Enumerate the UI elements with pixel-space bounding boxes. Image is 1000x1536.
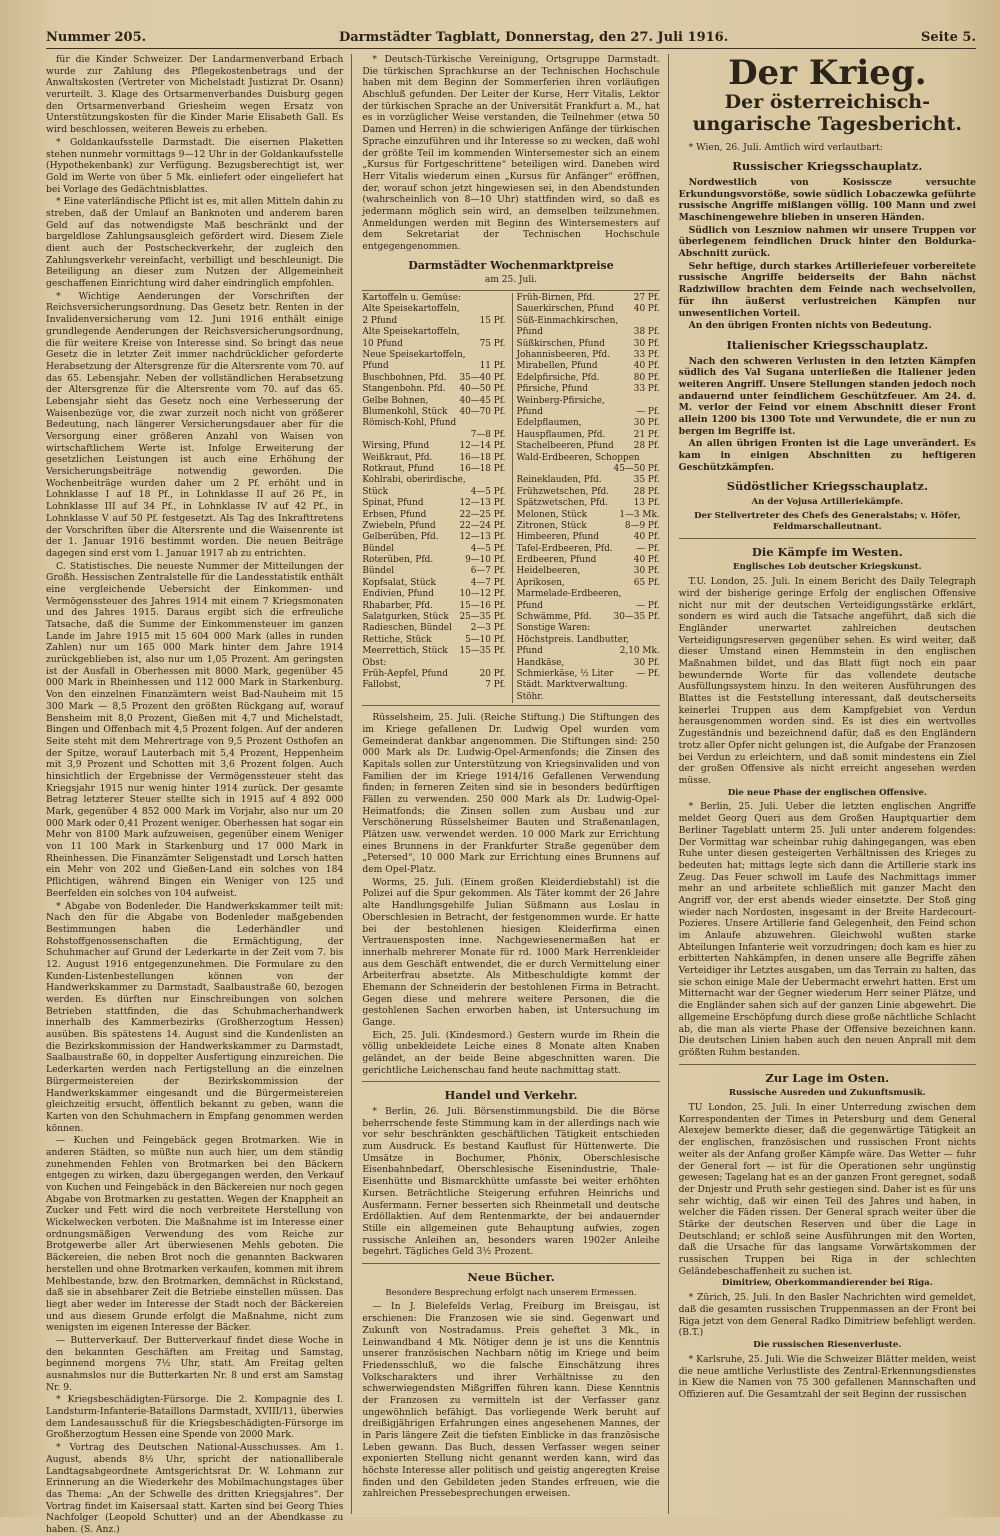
market-item: Zitronen, Stück — [516, 520, 587, 531]
market-price: 16—18 Pf. — [459, 463, 506, 474]
market-row — [362, 304, 505, 315]
market-item: Rotkraut, Pfund — [362, 463, 435, 474]
market-item: Kartoffeln u. Gemüse: — [362, 293, 461, 304]
market-item: Pfund — [362, 361, 389, 372]
article-paragraph: Nach den schweren Verlusten in den letzten Kämpfen südlich des Val Sugana unterließen die Italiener jeden weiteren Angriff. Unsere Stellungen standen jedoch noch andauernd unter feindlichem Geschützfeuer. Am 24. d. M. verlor der Feind vor einem Abschnitt dieser Front allein 1200 bis 1300 Tote und Verwundete, die er nun zu bergen im Begriffe ist. — [678, 355, 976, 437]
market-item: Tafel-Erdbeeren, Pfd. — [516, 543, 613, 554]
market-price: 65 Pf. — [633, 577, 660, 588]
market-row — [362, 521, 505, 532]
market-row — [517, 487, 660, 498]
section-title-russ: Russischer Kriegsschauplatz. — [732, 159, 923, 174]
market-item: Endivien, Pfund — [362, 589, 434, 600]
market-price: 40—50 Pf. — [459, 384, 506, 395]
market-row — [362, 441, 505, 452]
market-item: Schmierkäse, ½ Liter — [516, 668, 614, 679]
market-row — [362, 612, 505, 623]
market-item: Stachelbeeren, Pfund — [516, 441, 614, 452]
market-price: 12—14 Pf. — [459, 441, 506, 452]
market-price: — Pf. — [636, 406, 660, 417]
market-price: 22—25 Pf. — [459, 509, 506, 520]
market-price: 30—35 Pf. — [613, 612, 660, 623]
market-price: 28 Pf. — [633, 441, 660, 452]
market-row — [362, 316, 505, 327]
market-price: 15—35 Pf. — [459, 646, 506, 657]
market-price: 40—70 Pf. — [459, 406, 506, 417]
section-title-westen: Die Kämpfe im Westen. — [751, 544, 903, 559]
section-title-ital: Italienischer Kriegsschauplatz. — [726, 337, 929, 352]
article-paragraph: * Kriegsbeschädigten-Fürsorge. Die 2. Kompagnie des I. Landsturm-Infanterie-Bataillons Darmstadt, XVIII/11, überwies dem Landesausschuß für die Kriegsbeschädigten-Fürsorge im Großherzogtum Hessen eine Spende von 2000 Mark. — [46, 1394, 344, 1441]
market-row — [517, 464, 660, 475]
market-item: Spätzwetschen, Pfd. — [516, 498, 608, 509]
column-2 — [362, 54, 668, 1514]
section-subtitle: Die russischen Riesenverluste. — [753, 1340, 902, 1351]
headline: Der Krieg. — [728, 53, 927, 93]
market-item: Blumenkohl, Stück — [362, 406, 448, 417]
market-price: 40 Pf. — [633, 532, 660, 543]
market-price: 12—13 Pf. — [459, 532, 506, 543]
market-price: 45—50 Pf. — [613, 463, 660, 474]
market-item: Reineklauden, Pfd. — [516, 475, 602, 486]
market-row — [362, 384, 505, 395]
market-item: Schwämme, Pfd. — [516, 612, 592, 623]
article-paragraph: An den übrigen Fronten nichts von Bedeutung. — [688, 320, 932, 332]
market-row — [362, 498, 505, 509]
market-item: Rhabarber, Pfd. — [362, 600, 433, 611]
market-date: am 25. Juli. — [485, 274, 537, 285]
market-row — [517, 612, 660, 623]
section-title-handel: Handel und Verkehr. — [444, 1088, 578, 1103]
market-price: 25—35 Pf. — [459, 612, 506, 623]
market-row — [517, 430, 660, 441]
market-item: Heidelbeeren, — [516, 566, 581, 577]
article-paragraph: * Abgabe von Bodenleder. Die Handwerkskammer teilt mit: Nach den für die Abgabe von Bodenleder maßgebenden Bestimmungen haben die Lederhändler und Rohstoffgenossenschaften die Ermächtigung, der Schuhmacher auf Grund der Lederkarte in der Zeit vom 7. bis 12. August 1916 entgegenzunehmen. Die Formulare zu den Kunden-Listenbestellungen können von der Handwerkskammer zu Darmstadt, Saalbaustraße 60, bezogen werden. Es dürften nur Einschreibungen von solchen Betrieben stattfinden, die das Schuhmacherhandwerk innerhalb des Kammerbezirks (Großherzogtum Hessen) ausüben. Bis spätestens 14. August sind die Kundenlisten an die Bezirkskommission der Handwerkskammer zu Darmstadt, Saalbaustraße 60, in doppelter Ausfertigung einzureichen. Die Lederkarten werden nach Fertigstellung an die einzelnen Bürgermeistereien der Bezirkskommission der Handwerkskammer eingesandt und die Bürgermeistereien gleichzeitig ersucht, öffentlich bekannt zu geben, wann die Karten von den Schuhmachern in Empfang genommen werden können. — [46, 900, 344, 1134]
market-item: Meerrettich, Stück — [362, 646, 448, 657]
market-price: 10—12 Pf. — [459, 589, 506, 600]
market-price: 35—40 Pf. — [459, 372, 506, 383]
market-price: 15 Pf. — [479, 315, 506, 326]
market-row — [362, 635, 505, 646]
market-price: 20 Pf. — [479, 668, 506, 679]
article-paragraph: * Goldankaufsstelle Darmstadt. Die eisernen Plaketten stehen nunmehr vormittags 9—12 Uhr in der Goldankaufsstelle (Hypothekenbank) zur Verfügung. Bezugsberechtigt ist, wer Gold im Werte von über 5 Mk. einliefert oder eingeliefert hat bei Vorlage des Gedächtnisblattes. — [46, 136, 344, 195]
market-row — [517, 407, 660, 418]
market-row — [517, 453, 660, 464]
market-row — [517, 293, 660, 304]
market-row — [362, 601, 505, 612]
masthead — [46, 30, 976, 49]
market-row — [362, 658, 505, 669]
newspaper-title: Darmstädter Tagblatt, Donnerstag, den 27. Juli 1916. — [338, 30, 729, 45]
market-row — [362, 646, 505, 657]
market-price: 13 Pf. — [633, 498, 660, 509]
market-price: 1—3 Mk. — [619, 509, 660, 520]
market-item: Pfund — [516, 646, 543, 657]
article-paragraph: * Deutsch-Türkische Vereinigung, Ortsgruppe Darmstadt. Die türkischen Sprachkurse an der Technischen Hochschule haben mit dem Beginn der Sommerferien ihren vorläufigen Abschluß gefunden. Der Leiter der Kurse, Herr Vitalis, Lektor der türkischen Sprache an der Universität Frankfurt a. M., hat es in vorzüglicher Weise verstanden, die Teilnehmer (etwa 50 Damen und Herren) in die schwierigen Anfänge der türkischen Sprache einzuführen und ihr Interesse so zu wecken, daß wohl der größte Teil im kommenden Wintersemester sich an einem „Kursus für Fortgeschrittene“ beteiligen wird. Daneben wird Herr Vitalis wiederum einen „Kursus für Anfänger“ eröffnen, der, worauf schon jetzt hingewiesen sei, in den Abendstunden (wahrscheinlich von 8—10 Uhr) stattfinden wird, so daß es jedermann möglich sein wird, an demselben teilzunehmen. Anmeldungen werden mit Beginn des Wintersemesters auf dem Sekretariat der Technischen Hochschule entgegengenommen. — [362, 54, 660, 252]
market-row — [362, 623, 505, 634]
section-subtitle: Dimitriew, Oberkommandierender bei Riga. — [721, 1278, 933, 1289]
market-item: Marmelade-Erdbeeren, — [516, 589, 622, 600]
market-row — [362, 293, 505, 304]
market-item: Römisch-Kohl, Pfund — [362, 418, 457, 429]
market-price: 21 Pf. — [633, 429, 660, 440]
market-item: Gelbe Bohnen, — [362, 395, 429, 406]
market-price: 30 Pf. — [633, 657, 660, 668]
market-item: Stangenbohn. Pfd. — [362, 384, 446, 395]
article-paragraph: C. Statistisches. Die neueste Nummer der Mitteilungen der Großh. Hessischen Zentralstelle für die Landesstatistik enthält eine vergleichende Uebersicht der Einkommen- und Vermögenssteuer des Jahres 1914 mit einem 7 Kriegsmonaten und des Jahres 1915. Daraus ergibt sich die erfreuliche Tatsache, daß die Summe der Einkommensteuer im ganzen Lande im Jahre 1915 mit 15 604 000 Mark (alles in runden Zahlen) nur um 165 000 Mark hinter dem Jahre 1914 zurückgeblieben ist, also nur um 1,05 Prozent. Am geringsten ist der Ausfall in Oberhessen mit 8000 Mark, gegenüber 45 000 Mark in Rheinhessen und 112 000 Mark in Starkenburg. Von den einzelnen Finanzämtern weist Bad-Nauheim mit 15 300 Mark — 8,5 Prozent den größten Rückgang auf, worauf Bensheim mit 8,0 Prozent, Gießen mit 4,7 und Michelstadt, Bingen und Offenbach mit 4,5 Prozent folgen. Auf der anderen Seite steht mit dem Mehrertrage von 9,5 Prozent Osthofen an der Spitze, worauf Lauterbach mit 5,4 Prozent, Heppenheim mit 3,9 Prozent und Schotten mit 3,6 Prozent folgen. Auch hinsichtlich der Ergebnisse der Vermögenssteuer steht das Kriegsjahr 1915 nur wenig hinter 1914 zurück. Der gesamte Betrag letzterer Steuer stellte sich in 1915 auf 4 892 000 Mark, gegenüber 4 852 000 Mark im Vorjahr, also nur um 20 000 Mark oder 0,41 Prozent weniger. Oberhessen hat sogar ein Mehr von 8100 Mark aufzuweisen, gegenüber einem Weniger von 11 100 Mark in Starkenburg und 17 000 Mark in Rheinhessen. Die Finanzämter Seligenstadt und Lorsch hatten ein Mehr von 202 und Gießen-Land ein solches von 184 Pflichtigen, während Bingen ein Weniger von 125 und Beerfelden ein solches von 104 aufweist. — [46, 560, 344, 899]
market-item: 2 Pfund — [362, 315, 398, 326]
section-title-osten: Zur Lage im Osten. — [765, 1070, 890, 1085]
dateline: * Wien, 26. Juli. Amtlich wird verlautbart: — [688, 141, 883, 153]
market-item: Edelpfirsiche, Pfd. — [516, 372, 600, 383]
market-item: Erbsen, Pfund — [362, 509, 427, 520]
article-paragraph: * Zürich, 25. Juli. In den Basler Nachrichten wird gemeldet, daß die gesamten russischen Truppenmassen an der Front bei Riga jetzt von dem General Radko Dimitriew befehligt werden. (B.T.) — [678, 1292, 976, 1339]
market-item: Stöhr. — [516, 691, 544, 702]
market-row — [362, 373, 505, 384]
market-item: Alte Speisekartoffeln, — [362, 304, 460, 315]
market-row — [517, 373, 660, 384]
article-paragraph: für die Kinder Schweizer. Der Landarmenverband Erbach wurde zur Zahlung des Pflegekostenbetrags und der Anwaltskosten (Vertreter von Michelstadt Justizrat Dr. Osann) verurteilt. 3. Klage des Ortsarmenverbandes Duisburg gegen den Ortsarmenverband Griesheim wegen Ersatz von Unterstützungskosten für die Kinder Marie Elisabeth Gall. Es wird beschlossen, weiteren Beweis zu erheben. — [46, 54, 344, 136]
market-item: Handkäse, — [516, 657, 565, 668]
market-price: 30 Pf. — [633, 418, 660, 429]
market-price: 28 Pf. — [633, 486, 660, 497]
market-price: 6—7 Pf. — [470, 566, 506, 577]
market-price: 4—5 Pf. — [470, 543, 506, 554]
market-row — [362, 453, 505, 464]
article-paragraph: Südlich von Leszniow nahmen wir unsere Truppen vor überlegenem feindlichen Druck hinter den Boldurka-Abschnitt zurück. — [678, 224, 976, 260]
market-row — [517, 566, 660, 577]
market-row — [517, 316, 660, 327]
market-item: Stück — [362, 486, 389, 497]
market-item: Fallobst, — [362, 680, 401, 691]
market-item: Alte Speisekartoffeln, — [362, 327, 460, 338]
market-item: Pfirsiche, Pfund — [516, 384, 588, 395]
market-row — [362, 350, 505, 361]
article-paragraph: * Eine vaterländische Pflicht ist es, mit allen Mitteln dahin zu streben, daß der Umlauf an Banknoten und anderem baren Geld auf das notwendigste Maß beschränkt und der bargeldlose Zahlungsausgleich gefördert wird. Diesem Ziele dient auch der Postscheckverkehr, der zugleich den Zahlungsverkehr vereinfacht, verbilligt und beschleunigt. Die Beteiligung an dieser zum Nutzen der Allgemeinheit geschaffenen Einrichtung wird daher eindringlich empfohlen. — [46, 196, 344, 290]
market-right-column — [512, 293, 660, 703]
section-title-buecher: Neue Bücher. — [467, 1269, 555, 1284]
market-price: 8—9 Pf. — [624, 520, 660, 531]
market-item: Pfund — [516, 327, 543, 338]
market-row — [362, 487, 505, 498]
column-3 — [679, 54, 976, 1514]
market-row — [362, 589, 505, 600]
market-price: 75 Pf. — [479, 338, 506, 349]
market-price: 4—7 Pf. — [470, 577, 506, 588]
market-row — [517, 669, 660, 680]
page-number: Seite 5. — [921, 30, 976, 45]
market-item: Kohlrabi, oberirdische, — [362, 475, 466, 486]
market-row — [362, 510, 505, 521]
market-price: 38 Pf. — [633, 327, 660, 338]
market-price: 5—10 Pf. — [465, 634, 506, 645]
market-price: 33 Pf. — [633, 384, 660, 395]
market-row — [517, 498, 660, 509]
market-row — [517, 304, 660, 315]
market-row — [362, 566, 505, 577]
market-row — [517, 339, 660, 350]
article-paragraph: * Berlin, 26. Juli. Börsenstimmungsbild. Die die Börse beherrschende feste Stimmung kam in der allerdings nach wie vor sehr beschränkten geschäftlichen Tätigkeit entschieden zum Ausdruck. Es bestand Kauflust für Hüttenwerte. Die Umsätze in Bochumer, Phönix, Oberschlesische Eisenbahnbedarf, Oberschlesische Eisenindustrie, Thale-Eisenhütte und Bismarckhütte umfasste bei weiter erhöhten Kursen. Beträchtliche Steigerung erfuhren Heinrichs und Ausfermann. Ferner besserten sich Rheinmetall und deutsche Erdöllaktien. Auf dem Rentenmarkte, der bei andauernder Stille ein allgemeinen gute Behauptung aufwies, zogen russische Anleihen an, besonders waren 1902er Anleihe begehrt. Tägliches Geld 3½ Prozent. — [362, 1106, 660, 1258]
article-paragraph: Worms, 25. Juli. (Einem großen Kleiderdiebstahl) ist die Polizei auf die Spur gekommen. Als Täter kommt der 26 Jahre alte Handlungsgehilfe Julian Süßmann aus Loslau in Oberschlesien in Betracht, der festgenommen wurde. Er hatte bei der bestohlenen hiesigen Kleiderfirma einen Vertrauensposten inne. Nachgewiesenermaßen hat er innerhalb mehrerer Monate für rd. 1000 Mark Herrenkleider aus dem Geschäft entwendet, die er durch Vermittelung einer Arbeiterfrau absetzte. Als Mitbeschuldigte kommt der Ehemann der Schneiderin der bestohlenen Firma in Betracht. Gegen diese und mehrere weitere Personen, die die gestohlenen Sachen erworben haben, ist Untersuchung im Gange. — [362, 876, 660, 1029]
market-row — [362, 430, 505, 441]
article-paragraph: * Berlin, 25. Juli. Ueber die letzten englischen Angriffe meldet Georg Queri aus dem Großen Hauptquartier dem Berliner Tageblatt unterm 25. Juli unter anderem folgendes: Der Vormittag war scheinbar ruhig dahingegangen, was eben Ruhe unter diesen gesteigerten Verhältnissen des Krieges zu bedeuten hat; mittags legte sich dann die Artillerie stark ins Zeug. Das Feuer schwoll im Laufe des Nachmittags immer mehr an und arbeitete schließlich mit ganzer Macht den Angriff vor, der erst abends wieder einsetzte. Der Stoß ging wieder nach Nordosten, insgesamt in der Breite Hardecourt-Pozieres. Unsere Artillerie fand Gelegenheit, den Feind schon im Anlaufe abzuwehren. Gleichwohl wußten starke Abteilungen Infanterie weit vorzudringen; doch kam es hier zu erbitterten Nahkämpfen, in denen unsere alle Begriffe zähen Verteidiger ihr Letztes ausgaben, um das Terrain zu halten, das sie schon einige Male der Uebermacht erwehrt hatten. Erst um Mitternacht war der Gegner wiederum Herr seiner Plätze, und die Engländer sahen sich auf der ganzen Linie abgewehrt. Die allgemeine Erschöpfung durch diese große nächtliche Schlacht ab, die man als vierte Phase der Offensive bezeichnen kann. Die deutschen Linien haben auch den neuen Anprall mit dem größten Ruhm bestanden. — [678, 801, 976, 1058]
market-item: Sonstige Waren: — [516, 623, 591, 634]
article-paragraph: * Wichtige Aenderungen der Vorschriften der Reichsversicherungsordnung. Das Gesetz betr. Renten in der Invalidenversicherung vom 12. Juni 1916 enthält einige grundlegende Aenderungen der Reichsversicherungsordnung, die für weitere Kreise von Interesse sind. So bringt das neue Gesetz die in letzter Zeit immer nachdrücklicher geforderte Herabsetzung der Altersgrenze für die Altersrente vom 70. auf das 65. Lebensjahr. Neben der vollständlichen Herabsetzung der Altersgrenze für die Altersrente vom 70. auf das 65. Lebensjahr sieht das Gesetz noch eine Verbesserung der Waisenbezüge vor, die zwar zurzeit noch nicht von größerer Bedeutung, nach längerer Versicherungsdauer aber für die Versorgung einer größeren Anzahl von Waisen von wirtschaftlichem Werte ist. Infolge Erweiterung der gesetzlichen Leistungen ist auch eine Erhöhung der Versicherungsbeiträge notwendig geworden. Die Wochenbeiträge wurden daher um 2 Pf. erhöht und in Lohnklasse I auf 18 Pf., in Lohnklasse II auf 26 Pf., in Lohnklasse III auf 34 Pf., in Lohnklasse IV auf 42 Pf., in Lohnklasse V auf 50 Pf. festgesetzt. Als Tag des Inkrafttretens der Vorschriften über die Altersrente und die Waisenrente ist der 1. Januar 1916 bestimmt worden. Die neuen Beiträge dagegen sind erst vom 1. Januar 1917 ab zu entrichten. — [46, 290, 344, 559]
market-row — [517, 692, 660, 703]
market-row — [517, 510, 660, 521]
article-paragraph: T.U. London, 25. Juli. In einem Bericht des Daily Telegraph wird der bisherige geringe Erfolg der englischen Offensive nicht nur mit der deutschen Verteidigungsstärke erklärt, sondern es wird auch die Tatsache angeführt, daß sich die Engländer unerwartet zahlreichen deutschen Verteidigungsreserven gegenüber sehen. Es wird weiter, daß dieser Umstand einen Hemmstein in den englischen Maßnahmen bildet, und das Blatt fügt noch ein paar bewundernde Worte für das vollendete deutsche Ausfüllungssystem hinzu. In den weiteren Ausführungen des Blattes ist die Feststellung interessant, daß deutscherseits keinerlei Truppen aus dem Kampfgebiet von Verdun herausgenommen worden sind. Es ist dies ein wertvolles Zugeständnis und bezeichnend dafür, daß es den Engländern trotz aller Opfer nicht gelungen ist, die Aufgabe der Franzosen bei Verdun zu erleichtern, und daß somit mindestens ein Ziel der großen Offensive als nicht erreicht angesehen werden müsse. — [678, 576, 976, 786]
market-item: Gelberüben, Pfd. — [362, 532, 439, 543]
market-item: 10 Pfund — [362, 338, 403, 349]
market-row — [362, 680, 505, 691]
article-paragraph: * Karlsruhe, 25. Juli. Wie die Schweizer Blätter melden, weist die neue amtliche Verlustliste des Zentral-Erkennungsdienstes in Kiew die Namen von 75 300 gefallenen Mannschaften und Offizieren auf. Die Gesamtzahl der seit Beginn der russischen — [678, 1353, 976, 1401]
market-item: Spinat, Pfund — [362, 498, 424, 509]
article-paragraph: Nordwestlich von Kosisscze versuchte Erkundungsvorstöße, sowie südlich Lobaczewka geführte russische Angriffe mißlangen völlig. 100 Mann und zwei Maschinengewehre blieben in unseren Händen. — [678, 176, 976, 224]
market-table — [362, 290, 659, 706]
market-price: — Pf. — [636, 600, 660, 611]
market-row — [517, 532, 660, 543]
market-item: Aprikosen, — [516, 577, 565, 588]
divider — [362, 1263, 659, 1264]
market-price: 7 Pf. — [485, 680, 506, 691]
market-row — [517, 327, 660, 338]
market-item: Weißkraut, Pfd. — [362, 452, 433, 463]
section-subtitle: Russische Ausreden und Zukunftsmusik. — [728, 1088, 926, 1099]
section-subtitle: Die neue Phase der englischen Offensive. — [727, 787, 927, 798]
market-item: Zwiebeln, Pfund — [362, 520, 436, 531]
market-row — [517, 578, 660, 589]
market-row — [362, 555, 505, 566]
article-paragraph: An allen übrigen Fronten ist die Lage unverändert. Es kam in einigen Abschnitten zu heftigeren Geschützkämpfen. — [678, 438, 976, 473]
market-row — [362, 327, 505, 338]
market-item: Höchstpreis. Landbutter, — [516, 634, 630, 645]
market-item: Hauspflaumen, Pfd. — [516, 429, 606, 440]
market-price: 2,10 Mk. — [619, 646, 660, 657]
market-price: 30 Pf. — [633, 338, 660, 349]
section-subtitle: Englisches Lob deutscher Kriegskunst. — [733, 562, 922, 573]
market-row — [362, 475, 505, 486]
signature: Der Stellvertreter des Chefs des Generalstabs; v. Höfer, Feldmarschalleutnant. — [694, 510, 961, 532]
market-item: Mirabellen, Pfund — [516, 361, 598, 372]
article-paragraph: — Kuchen und Feingebäck gegen Brotmarken. Wie in anderen Städten, so müßte nun auch hier, um dem ständig zunehmenden Fehlen von Brotmarken bei den Bäckern entgegen zu wirken, dazu übergegangen werden, den Verkauf von Kuchen und Feingebäck in den Bäckereien nur noch gegen Abgabe von Brotmarken zu gestatten. Wegen der Knappheit an Zucker und Fett wird die noch verbreitete Herstellung von Wickelwecken verboten. Die Maßnahme ist im Interesse einer ordnungsmäßigen Verwendung des vom Reiche zur Brotgewerbe aller Art überwiesenen Mehls geboten. Die Bäckereien, die neben Brot noch die genannten Backwaren herstellen und ohne Brotmarken verkaufen, kommen mit ihrem Mehlbestande, bzw. den Brotmarken, demnächst in Rückstand, daß sie in absehbarer Zeit die Betriebe einstellen müssen. Das liegt aber weder im Interesse der Stadt noch der Bäckereien und aus diesem Grunde erfolgt die Maßnahme, nicht zum wenigsten im eigenen Interesse der Bäcker. — [46, 1135, 344, 1334]
market-item: Salatgurken, Stück — [362, 612, 449, 623]
market-row — [517, 589, 660, 600]
market-item: Sauerkirschen, Pfund — [516, 304, 614, 315]
market-row — [517, 384, 660, 395]
market-item: Edelpflaumen, — [516, 418, 582, 429]
market-row — [517, 350, 660, 361]
market-item: Johannisbeeren, Pfd. — [516, 350, 611, 361]
subheadline: Der österreichisch-ungarische Tagesbericht. — [692, 91, 962, 135]
article-paragraph: — Butterverkauf. Der Butterverkauf findet diese Woche in den bekannten Geschäften am Freitag und Samstag, beginnend morgens 7½ Uhr, statt. Am Freitag gelten ausnahmslos nur die Butterkarten Nr. 8 und erst am Samstag Nr. 9. — [46, 1334, 344, 1393]
market-price: — Pf. — [636, 668, 660, 679]
market-row — [362, 339, 505, 350]
market-row — [362, 361, 505, 372]
article-paragraph: Rüsselsheim, 25. Juli. (Reiche Stiftung.) Die Stiftungen des im Kriege gefallenen Dr. Ludwig Opel wurden vom Gemeinderat dankbar angenommen. Die Stiftungen sind: 250 000 Mark als Dr. Ludwig-Opel-Armenfonds; die Zinsen des Kapitals sollen zur Unterstützung von Kriegsinvaliden und von Familien der im Kriege 1914/16 Gefallenen Verwendung finden; in ferneren Zeiten sind sie in besonders bedürftigen Fällen zu verwenden. 250 000 Mark als Dr. Ludwig-Opel-Heimatfonds; die Zinsen sollen zum Ausbau und zur Verschönerung Rüsselsheimer Bauten und Straßenanlagen, Plätzen usw. verwendet werden. 10 000 Mark zur Errichtung eines Brunnens in der Frankfurter Straße gegenüber dem „Petersed“, 10 000 Mark zur Errichtung eines Brunnens auf dem Opel-Platz. — [362, 712, 660, 876]
market-item: Bündel — [362, 543, 395, 554]
market-price: 4—5 Pf. — [470, 486, 506, 497]
market-item: Roterüben, Pfd. — [362, 555, 434, 566]
market-price: 40 Pf. — [633, 304, 660, 315]
market-row — [362, 669, 505, 680]
market-row — [517, 521, 660, 532]
market-price: 33 Pf. — [633, 350, 660, 361]
market-price: 12—13 Pf. — [459, 498, 506, 509]
market-item: Süßkirschen, Pfund — [516, 338, 605, 349]
market-price: 27 Pf. — [633, 293, 660, 304]
column-1 — [46, 54, 352, 1535]
market-item: Kopfsalat, Stück — [362, 577, 436, 588]
market-item: Süß-Einmachkirschen, — [516, 315, 619, 326]
market-price: 11 Pf. — [479, 361, 506, 372]
section-title-sued: Südöstlicher Kriegsschauplatz. — [726, 479, 928, 494]
market-price: — Pf. — [636, 543, 660, 554]
market-item: Pfund — [516, 406, 543, 417]
market-left-column — [362, 293, 505, 703]
market-item: Weinberg-Pfirsiche, — [516, 395, 605, 406]
market-item: Wald-Erdbeeren, Schoppen — [516, 452, 640, 463]
market-row — [517, 555, 660, 566]
market-item: Obst: — [362, 657, 387, 668]
market-row — [517, 475, 660, 486]
market-row — [517, 658, 660, 669]
article-paragraph: TU London, 25. Juli. In einer Unterredung zwischen dem Korrespondenten der Times in Petersburg und dem General Alexejew bemerkte dieser, daß die gegenwärtige Tätigkeit an der englischen, französischen und russischen Front nichts weiter als der Anfang großer Kämpfe wäre. Das Wetter — fuhr der General fort — ist für die Operationen sehr ungünstig gewesen; Tagelang hat es an der ganzen Front geregnet, sodaß der Dnjestr und Pruth sehr gestiegen sind. Daher ist es für uns sehr wichtig, daß wir einen Teil des Jahres und haben, in welcher die Fäden rissen. Der General sprach weiter über die Stärke der deutschen Reserven und über die Lage in Deutschland; er schloß seine Ausführungen mit den Worten, daß die Ursache für das langsame Vorwärtskommen der russischen Truppen bei Riga in der schlechten Geländebeschaffenheit zu suchen ist. — [678, 1102, 976, 1277]
market-item: Früh-Aepfel, Pfund — [362, 668, 448, 679]
market-item: Radieschen, Bündel — [362, 623, 452, 634]
market-item: Städt. Marktverwaltung. — [516, 680, 628, 691]
market-price: 30 Pf. — [633, 566, 660, 577]
market-row — [517, 680, 660, 691]
market-row — [517, 418, 660, 429]
market-price: 40 Pf. — [633, 361, 660, 372]
divider — [679, 538, 976, 539]
market-row — [517, 441, 660, 452]
market-row — [362, 532, 505, 543]
market-item: Erdbeeren, Pfund — [516, 555, 597, 566]
market-row — [362, 544, 505, 555]
market-row — [362, 407, 505, 418]
divider — [679, 1064, 976, 1065]
market-item: Früh-Birnen, Pfd. — [516, 293, 596, 304]
article-paragraph: Eich, 25. Juli. (Kindesmord.) Gestern wurde im Rhein die völlig unbekleidete Leiche eines 8 Monate alten Knaben geländet, an der beide Beine abgeschnitten waren. Die gerichtliche Leichenschau fand heute nachmittag statt. — [362, 1029, 660, 1076]
market-item: Wirsing, Pfund — [362, 441, 430, 452]
market-price: 40—45 Pf. — [459, 395, 506, 406]
market-row — [362, 578, 505, 589]
article-paragraph: * Vortrag des Deutschen National-Ausschusses. Am 1. August, abends 8½ Uhr, spricht der nationalliberale Landtagsabgeordnete Amtsgerichtsrat Dr. W. Lohmann zur Erinnerung an die Wiederkehr des Mobilmachungstages über das Thema: „An der Schwelle des dritten Kriegsjahres“. Der Vortrag findet im Kaisersaal statt. Karten sind bei Georg Thies Nachfolger (Leopold Schutter) und an der Abendkasse zu haben. (S. Anz.) — [46, 1442, 344, 1535]
section-subtitle: Besondere Besprechung erfolgt nach unserem Ermessen. — [385, 1287, 637, 1298]
market-row — [517, 601, 660, 612]
market-price: 15—16 Pf. — [459, 600, 506, 611]
issue-number: Nummer 205. — [46, 30, 147, 45]
market-item: Rettiche, Stück — [362, 634, 432, 645]
market-item: Himbeeren, Pfund — [516, 532, 599, 543]
market-row — [362, 396, 505, 407]
market-item: Melonen, Stück — [516, 509, 588, 520]
market-row — [517, 646, 660, 657]
market-item: Neue Speisekartoffeln, — [362, 350, 466, 361]
market-row — [517, 635, 660, 646]
market-price: 7—8 Pf. — [470, 429, 506, 440]
market-row — [517, 544, 660, 555]
market-item: Pfund — [516, 600, 543, 611]
market-price: 9—10 Pf. — [465, 555, 506, 566]
article-paragraph: An der Vojusa Artilleriekämpfe. — [751, 496, 904, 507]
market-row — [517, 623, 660, 634]
market-item: Frühzwetschen, Pfd. — [516, 486, 610, 497]
market-price: 22—24 Pf. — [459, 520, 506, 531]
market-price: 16—18 Pf. — [459, 452, 506, 463]
article-paragraph: Sehr heftige, durch starkes Artilleriefeuer vorbereitete russische Angriffe beiderseits der Bahn nächst Radziwillow brachten dem Feinde nach wechselvollen, für ihn äußerst verlustreichen Kämpfen nur unwesentlichen Vorteil. — [678, 260, 976, 319]
market-item: Buschbohnen, Pfd. — [362, 372, 447, 383]
market-price: 2—3 Pf. — [470, 623, 506, 634]
market-row — [362, 464, 505, 475]
divider — [362, 1081, 659, 1082]
market-item: Bündel — [362, 566, 395, 577]
market-title: Darmstädter Wochenmarktpreise — [408, 258, 614, 272]
market-price: 35 Pf. — [633, 475, 660, 486]
market-row — [362, 418, 505, 429]
market-price: 80 Pf. — [633, 372, 660, 383]
market-row — [517, 361, 660, 372]
article-paragraph: — In J. Bielefelds Verlag, Freiburg im Breisgau, ist erschienen: Die Franzosen wie sie sind. Gegenwart und Zukunft von Nostradamus. Preis geheftet 3 Mk., in Leinwandband 4 Mk. Nötiger denn je ist uns die Kenntnis unserer französischen Nachbarn nötig im Kriege und beim Friedensschluß, wo die falsche Einschätzung ihres Volkscharakters und ihrer Verhältnisse zu den schwerwiegendsten Mißgriffen führen kann. Diese Kenntnis der Franzosen zu vermitteln ist der Verfasser ganz ungewöhnlich befähigt. Das vorliegende Werk beruht auf dreißigjährigen Erfahrungen eines angesehenen Mannes, der in Paris längere Zeit die tiefsten Einblicke in das französische Leben gewann. Das Buch, dessen Verfasser wegen seiner exponierten Stellung nicht genannt werden kann, wird das höchste Interesse aller politisch und geistig angeregten Kreise finden und den Gebildeten jeden Standes erfreuen, wie die zahlreichen Pressebesprechungen erweisen. — [362, 1301, 660, 1500]
market-row — [517, 396, 660, 407]
market-price: 40 Pf. — [633, 555, 660, 566]
